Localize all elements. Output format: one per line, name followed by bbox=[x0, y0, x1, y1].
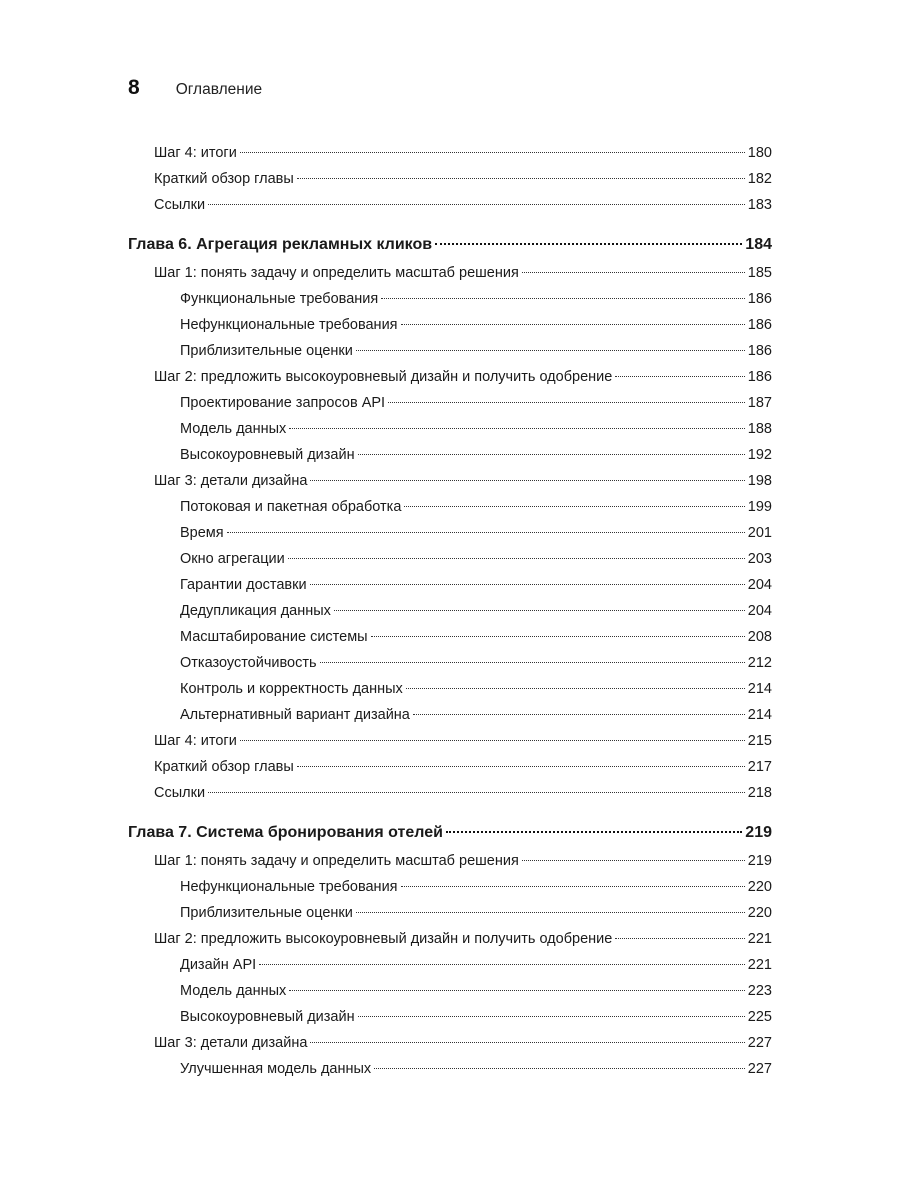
dot-leader bbox=[406, 688, 745, 689]
dot-leader bbox=[522, 272, 745, 273]
toc-entry-page: 180 bbox=[747, 145, 772, 161]
toc-entry-title: Приблизительные оценки bbox=[180, 905, 353, 921]
toc-entry-page: 208 bbox=[747, 629, 772, 645]
dot-leader bbox=[297, 178, 745, 179]
table-of-contents bbox=[128, 140, 772, 1082]
toc-entry bbox=[128, 702, 772, 728]
dot-leader bbox=[356, 912, 745, 913]
toc-entry bbox=[128, 416, 772, 442]
dot-leader bbox=[208, 792, 745, 793]
dot-leader bbox=[413, 714, 745, 715]
dot-leader bbox=[259, 964, 745, 965]
toc-entry-title: Шаг 1: понять задачу и определить масштаб решения bbox=[154, 265, 519, 281]
toc-entry-title: Потоковая и пакетная обработка bbox=[180, 499, 402, 515]
dot-leader bbox=[297, 766, 745, 767]
toc-entry-page: 192 bbox=[747, 447, 772, 463]
toc-entry-page: 227 bbox=[747, 1061, 772, 1077]
toc-entry-page: 221 bbox=[747, 931, 772, 947]
toc-entry-page: 203 bbox=[747, 551, 772, 567]
toc-entry-page: 185 bbox=[747, 265, 772, 281]
dot-leader bbox=[358, 1016, 745, 1017]
toc-entry bbox=[128, 166, 772, 192]
toc-entry-page: 182 bbox=[747, 171, 772, 187]
toc-entry bbox=[128, 390, 772, 416]
toc-entry bbox=[128, 978, 772, 1004]
toc-entry bbox=[128, 598, 772, 624]
toc-entry bbox=[128, 338, 772, 364]
toc-entry bbox=[128, 650, 772, 676]
toc-entry bbox=[128, 572, 772, 598]
toc-entry-title: Краткий обзор главы bbox=[154, 759, 294, 775]
toc-entry-title: Гарантии доставки bbox=[180, 577, 307, 593]
toc-entry-title: Шаг 4: итоги bbox=[154, 145, 237, 161]
toc-entry-title: Окно агрегации bbox=[180, 551, 285, 567]
toc-entry-title: Приблизительные оценки bbox=[180, 343, 353, 359]
toc-entry-page: 198 bbox=[747, 473, 772, 489]
toc-entry bbox=[128, 874, 772, 900]
dot-leader bbox=[358, 454, 745, 455]
toc-entry bbox=[128, 1056, 772, 1082]
toc-entry bbox=[128, 1030, 772, 1056]
dot-leader bbox=[240, 740, 745, 741]
toc-entry-page: 186 bbox=[747, 291, 772, 307]
toc-entry-title: Высокоуровневый дизайн bbox=[180, 1009, 355, 1025]
toc-entry-title: Ссылки bbox=[154, 197, 206, 213]
dot-leader bbox=[522, 860, 745, 861]
toc-entry bbox=[128, 364, 772, 390]
toc-entry bbox=[128, 848, 772, 874]
toc-entry-page: 225 bbox=[747, 1009, 772, 1025]
dot-leader bbox=[404, 506, 744, 507]
toc-entry-page: 219 bbox=[747, 853, 772, 869]
toc-entry bbox=[128, 494, 772, 520]
toc-entry bbox=[128, 192, 772, 218]
toc-entry-page: 183 bbox=[747, 197, 772, 213]
toc-entry-title: Шаг 4: итоги bbox=[154, 733, 237, 749]
toc-entry-title: Шаг 3: детали дизайна bbox=[154, 473, 308, 489]
running-head bbox=[128, 76, 262, 100]
running-title: Оглавление bbox=[175, 81, 263, 98]
dot-leader bbox=[334, 610, 745, 611]
toc-entry-title: Шаг 3: детали дизайна bbox=[154, 1035, 308, 1051]
dot-leader bbox=[401, 324, 745, 325]
toc-entry-title: Высокоуровневый дизайн bbox=[180, 447, 355, 463]
dot-leader bbox=[289, 990, 745, 991]
toc-entry-title: Краткий обзор главы bbox=[154, 171, 294, 187]
dot-leader bbox=[288, 558, 745, 559]
toc-entry-page: 186 bbox=[747, 369, 772, 385]
toc-entry-page: 214 bbox=[747, 707, 772, 723]
toc-entry-page: 217 bbox=[747, 759, 772, 775]
dot-leader bbox=[401, 886, 745, 887]
dot-leader bbox=[208, 204, 745, 205]
toc-entry bbox=[128, 312, 772, 338]
toc-entry bbox=[128, 728, 772, 754]
toc-entry-title: Отказоустойчивость bbox=[180, 655, 317, 671]
toc-entry-title: Функциональные требования bbox=[180, 291, 379, 307]
toc-entry bbox=[128, 952, 772, 978]
toc-entry-title: Модель данных bbox=[180, 983, 287, 999]
toc-entry-page: 219 bbox=[745, 824, 772, 841]
dot-leader bbox=[320, 662, 745, 663]
toc-entry bbox=[128, 926, 772, 952]
toc-entry-page: 212 bbox=[747, 655, 772, 671]
toc-entry-page: 214 bbox=[747, 681, 772, 697]
toc-entry-title: Глава 6. Агрегация рекламных кликов bbox=[128, 236, 433, 253]
dot-leader bbox=[381, 298, 745, 299]
toc-entry-title: Модель данных bbox=[180, 421, 287, 437]
toc-entry-title: Улучшенная модель данных bbox=[180, 1061, 372, 1077]
dot-leader bbox=[446, 831, 742, 833]
dot-leader bbox=[388, 402, 745, 403]
dot-leader bbox=[356, 350, 745, 351]
toc-entry-page: 184 bbox=[745, 236, 772, 253]
toc-entry-title: Проектирование запросов API bbox=[180, 395, 386, 411]
toc-entry-page: 215 bbox=[747, 733, 772, 749]
toc-entry bbox=[128, 520, 772, 546]
dot-leader bbox=[310, 584, 745, 585]
toc-entry-title: Дедупликация данных bbox=[180, 603, 331, 619]
toc-entry-title: Альтернативный вариант дизайна bbox=[180, 707, 410, 723]
toc-entry-page: 204 bbox=[747, 577, 772, 593]
dot-leader bbox=[435, 243, 742, 245]
toc-entry-page: 199 bbox=[747, 499, 772, 515]
dot-leader bbox=[310, 1042, 744, 1043]
toc-entry-title: Шаг 2: предложить высокоуровневый дизайн и получить одобрение bbox=[154, 931, 613, 947]
toc-entry-title: Шаг 2: предложить высокоуровневый дизайн и получить одобрение bbox=[154, 369, 613, 385]
toc-entry bbox=[128, 754, 772, 780]
toc-entry bbox=[128, 546, 772, 572]
toc-entry-title: Масштабирование системы bbox=[180, 629, 368, 645]
toc-entry-page: 204 bbox=[747, 603, 772, 619]
toc-entry bbox=[128, 260, 772, 286]
dot-leader bbox=[227, 532, 745, 533]
toc-entry bbox=[128, 1004, 772, 1030]
toc-entry-title: Нефункциональные требования bbox=[180, 317, 398, 333]
dot-leader bbox=[240, 152, 745, 153]
toc-entry-page: 220 bbox=[747, 879, 772, 895]
toc-entry-page: 186 bbox=[747, 317, 772, 333]
toc-entry-page: 227 bbox=[747, 1035, 772, 1051]
page-number: 8 bbox=[128, 76, 140, 99]
toc-entry-title: Время bbox=[180, 525, 224, 541]
dot-leader bbox=[310, 480, 744, 481]
toc-entry bbox=[128, 442, 772, 468]
toc-entry-page: 223 bbox=[747, 983, 772, 999]
toc-chapter-entry bbox=[128, 230, 772, 260]
dot-leader bbox=[289, 428, 745, 429]
toc-entry-page: 201 bbox=[747, 525, 772, 541]
toc-entry-page: 188 bbox=[747, 421, 772, 437]
toc-entry-title: Контроль и корректность данных bbox=[180, 681, 403, 697]
toc-entry-title: Нефункциональные требования bbox=[180, 879, 398, 895]
toc-entry bbox=[128, 676, 772, 702]
toc-entry bbox=[128, 624, 772, 650]
toc-entry bbox=[128, 140, 772, 166]
dot-leader bbox=[374, 1068, 745, 1069]
toc-entry-page: 218 bbox=[747, 785, 772, 801]
toc-entry-page: 187 bbox=[747, 395, 772, 411]
toc-entry-title: Ссылки bbox=[154, 785, 206, 801]
dot-leader bbox=[371, 636, 745, 637]
toc-entry-page: 220 bbox=[747, 905, 772, 921]
toc-chapter-entry bbox=[128, 818, 772, 848]
toc-entry bbox=[128, 900, 772, 926]
toc-entry-page: 221 bbox=[747, 957, 772, 973]
toc-entry bbox=[128, 780, 772, 806]
toc-entry bbox=[128, 468, 772, 494]
toc-entry-page: 186 bbox=[747, 343, 772, 359]
dot-leader bbox=[615, 938, 744, 939]
dot-leader bbox=[615, 376, 744, 377]
toc-entry-title: Шаг 1: понять задачу и определить масштаб решения bbox=[154, 853, 519, 869]
toc-entry-title: Глава 7. Система бронирования отелей bbox=[128, 824, 443, 841]
toc-entry-title: Дизайн API bbox=[180, 957, 257, 973]
toc-entry bbox=[128, 286, 772, 312]
